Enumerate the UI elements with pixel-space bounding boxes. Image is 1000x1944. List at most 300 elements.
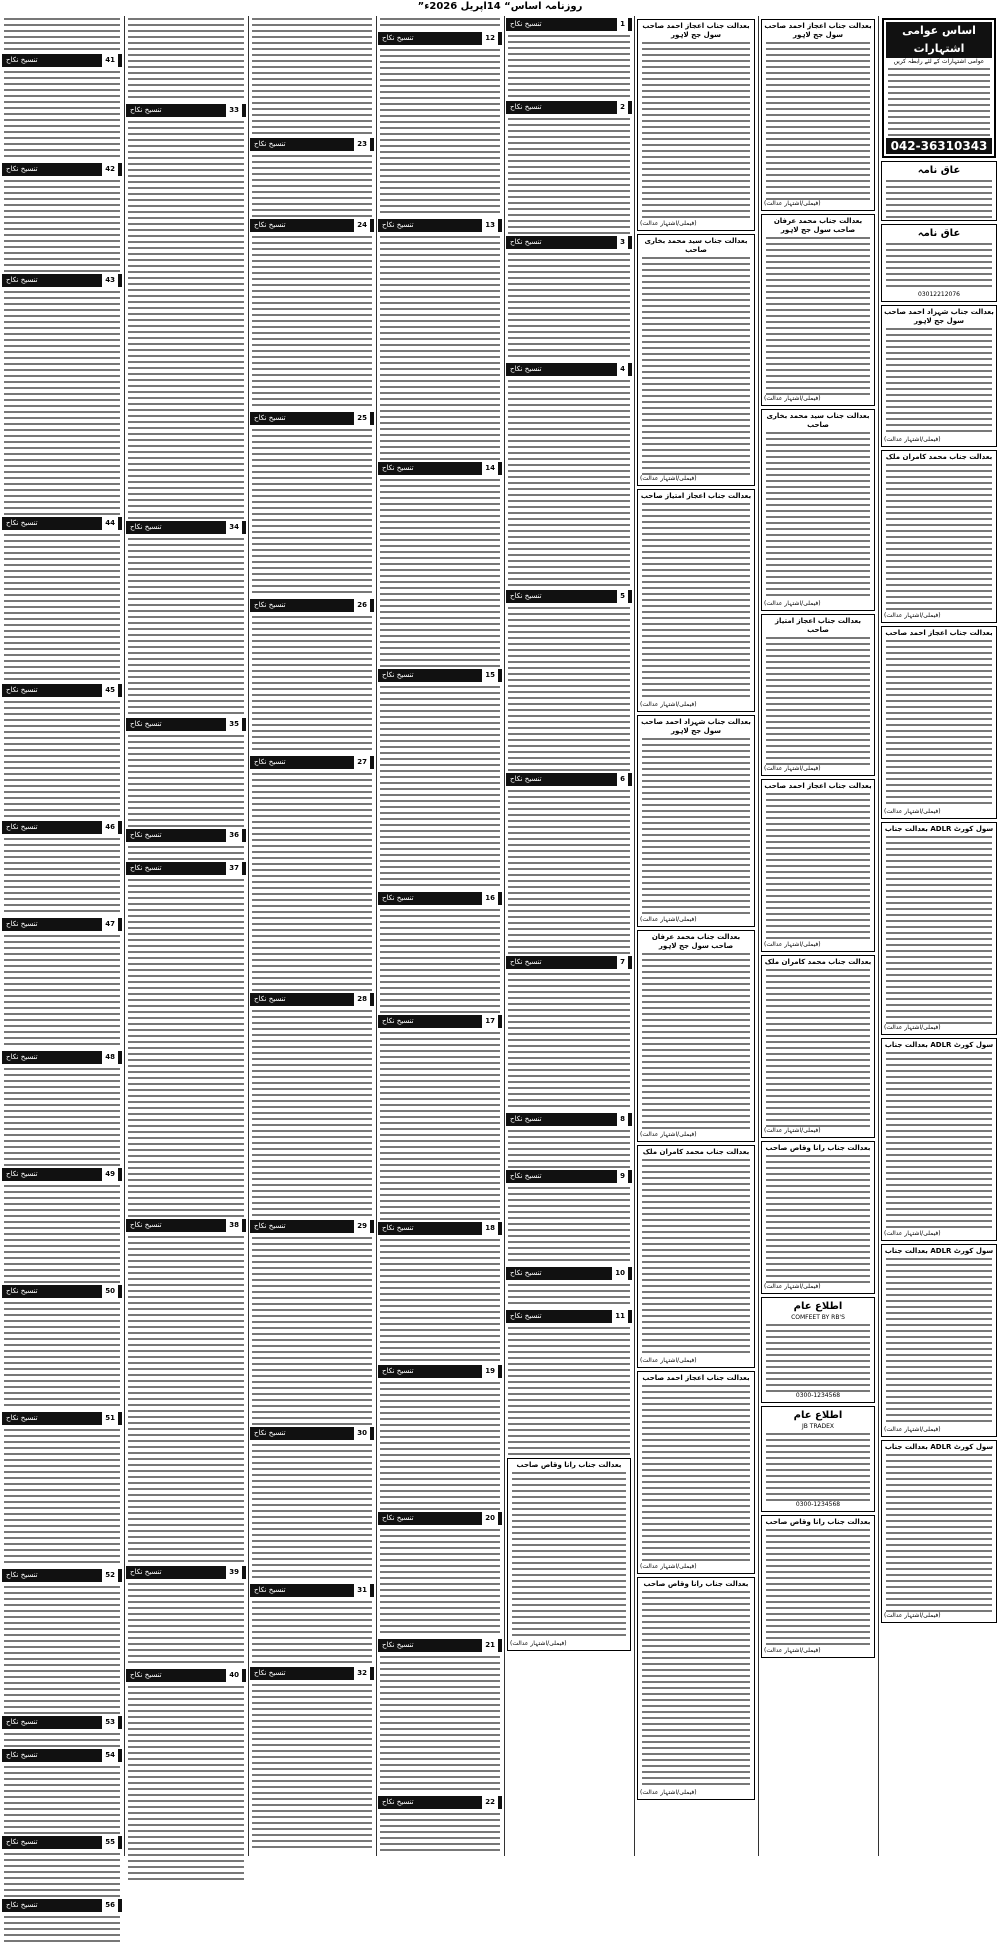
section-label: تنسیخ نکاح bbox=[382, 1641, 414, 1649]
ad-number: 50 bbox=[102, 1285, 118, 1298]
body-text-block bbox=[642, 501, 750, 701]
section-label: تنسیخ نکاح bbox=[6, 1751, 38, 1759]
ad-number-header bbox=[250, 1220, 374, 1233]
ad-number-header bbox=[2, 1412, 122, 1425]
notice-footer: (فیملی/اشتہار عدالت) bbox=[884, 436, 941, 443]
ad-number: 18 bbox=[482, 1222, 498, 1235]
court-notice bbox=[761, 614, 875, 776]
body-text-block bbox=[252, 1442, 372, 1582]
ad-number: 1 bbox=[617, 18, 628, 31]
ad-number-header bbox=[126, 1566, 246, 1579]
column-divider bbox=[124, 16, 125, 1856]
body-text-block bbox=[508, 1185, 630, 1265]
column-ads-5 bbox=[2, 16, 122, 1909]
ad-number: 32 bbox=[354, 1667, 370, 1680]
ad-number-header bbox=[2, 1749, 122, 1762]
aaq-title: عاق نامہ bbox=[917, 165, 961, 176]
court-title: بعدالت جناب اعجاز امتیاز صاحب bbox=[640, 492, 752, 500]
notice-footer: (فیملی/اشتہار عدالت) bbox=[764, 941, 821, 948]
ad-number: 41 bbox=[102, 54, 118, 67]
ad-number-header bbox=[250, 599, 374, 612]
section-label: تنسیخ نکاح bbox=[6, 1571, 38, 1579]
brand-logo: اساس عوامی اشتہارات bbox=[886, 22, 992, 58]
body-text-block bbox=[252, 427, 372, 597]
notice-footer: (فیملی/اشتہار عدالت) bbox=[640, 701, 697, 708]
body-text-block bbox=[766, 1431, 870, 1501]
ad-number-header bbox=[506, 1267, 632, 1280]
ad-number: 20 bbox=[482, 1512, 498, 1525]
section-label: تنسیخ نکاح bbox=[6, 1718, 38, 1726]
ad-number: 19 bbox=[482, 1365, 498, 1378]
ad-number-header bbox=[2, 1836, 122, 1849]
ad-number: 33 bbox=[226, 104, 242, 117]
section-label: تنسیخ نکاح bbox=[510, 775, 542, 783]
court-notice bbox=[761, 779, 875, 952]
body-text-block bbox=[766, 1153, 870, 1283]
court-title: بعدالت جناب رانا وقاص صاحب bbox=[516, 1461, 622, 1469]
ad-number: 21 bbox=[482, 1639, 498, 1652]
column-divider bbox=[634, 16, 635, 1856]
ad-number-header bbox=[2, 918, 122, 931]
body-text-block bbox=[380, 234, 500, 460]
body-text-block bbox=[380, 1030, 500, 1220]
section-label: تنسیخ نکاح bbox=[382, 464, 414, 472]
section-label: تنسیخ نکاح bbox=[6, 1287, 38, 1295]
column-ads-3 bbox=[250, 16, 374, 1856]
court-title: بعدالت جناب محمد کامران ملک bbox=[885, 453, 993, 461]
body-text-block bbox=[508, 1128, 630, 1168]
ad-number-header bbox=[378, 32, 502, 45]
ad-number: 34 bbox=[226, 521, 242, 534]
body-text-block bbox=[508, 971, 630, 1111]
body-text-block bbox=[642, 736, 750, 916]
section-label: تنسیخ نکاح bbox=[510, 238, 542, 246]
court-notice bbox=[761, 409, 875, 611]
section-label: تنسیخ نکاح bbox=[382, 1017, 414, 1025]
ad-number: 28 bbox=[354, 993, 370, 1006]
column-divider bbox=[376, 16, 377, 1856]
notice-footer: (فیملی/اشتہار عدالت) bbox=[764, 600, 821, 607]
body-text-block bbox=[380, 1237, 500, 1363]
court-notice bbox=[637, 234, 755, 486]
ad-number: 12 bbox=[482, 32, 498, 45]
ad-number-header bbox=[378, 1639, 502, 1652]
body-text-block bbox=[642, 40, 750, 220]
section-label: تنسیخ نکاح bbox=[130, 864, 162, 872]
body-text-block bbox=[4, 836, 120, 916]
ad-number-header bbox=[250, 1667, 374, 1680]
body-text-block bbox=[252, 771, 372, 991]
body-text-block bbox=[4, 532, 120, 682]
ad-number-header bbox=[126, 521, 246, 534]
body-text-block bbox=[886, 1050, 992, 1230]
brand-tagline: عوامی اشتہارات کے لئے رابطہ کریں bbox=[893, 58, 985, 65]
section-label: تنسیخ نکاح bbox=[510, 1115, 542, 1123]
ad-number-header bbox=[2, 54, 122, 67]
section-label: تنسیخ نکاح bbox=[6, 519, 38, 527]
section-label: تنسیخ نکاح bbox=[6, 56, 38, 64]
section-label: تنسیخ نکاح bbox=[130, 1568, 162, 1576]
section-label: تنسیخ نکاح bbox=[130, 1221, 162, 1229]
notice-footer: (فیملی/اشتہار عدالت) bbox=[884, 612, 941, 619]
ad-number-header bbox=[378, 462, 502, 475]
body-text-block bbox=[4, 1300, 120, 1410]
ad-number-header bbox=[506, 956, 632, 969]
aaq-title-2: عاق نامہ bbox=[917, 228, 961, 239]
body-text-block bbox=[4, 1584, 120, 1714]
section-label: تنسیخ نکاح bbox=[382, 221, 414, 229]
ad-number: 4 bbox=[617, 363, 628, 376]
court-notice bbox=[637, 930, 755, 1142]
section-label: تنسیخ نکاح bbox=[6, 1170, 38, 1178]
section-label: تنسیخ نکاح bbox=[510, 20, 542, 28]
notice-footer: (فیملی/اشتہار عدالت) bbox=[510, 1640, 567, 1647]
ad-number: 26 bbox=[354, 599, 370, 612]
ad-number-header bbox=[2, 517, 122, 530]
court-notice bbox=[881, 1038, 997, 1241]
court-notice bbox=[637, 489, 755, 712]
ad-number: 8 bbox=[617, 1113, 628, 1126]
body-text-block bbox=[508, 788, 630, 954]
body-text-block bbox=[380, 477, 500, 667]
ad-number: 56 bbox=[102, 1899, 118, 1912]
section-label: تنسیخ نکاح bbox=[382, 1367, 414, 1375]
section-label: تنسیخ نکاح bbox=[254, 221, 286, 229]
body-text-block bbox=[766, 635, 870, 765]
brand-box bbox=[882, 18, 996, 158]
section-label: تنسیخ نکاح bbox=[382, 1224, 414, 1232]
ad-number: 7 bbox=[617, 956, 628, 969]
body-text-block bbox=[512, 1470, 626, 1640]
ad-number: 14 bbox=[482, 462, 498, 475]
ad-number: 3 bbox=[617, 236, 628, 249]
court-notice bbox=[881, 822, 997, 1035]
ad-number-header bbox=[378, 219, 502, 232]
court-title: بعدالت جناب سید محمد بخاری صاحب bbox=[766, 412, 870, 429]
ad-number-header bbox=[126, 1669, 246, 1682]
court-notice bbox=[881, 305, 997, 447]
notice-footer: (فیملی/اشتہار عدالت) bbox=[884, 1612, 941, 1619]
section-label: تنسیخ نکاح bbox=[6, 686, 38, 694]
ad-number: 9 bbox=[617, 1170, 628, 1183]
body-text-block bbox=[4, 1764, 120, 1834]
ad-number: 48 bbox=[102, 1051, 118, 1064]
section-label: تنسیخ نکاح bbox=[6, 823, 38, 831]
ad-number: 22 bbox=[482, 1796, 498, 1809]
section-label: تنسیخ نکاح bbox=[254, 1222, 286, 1230]
ad-number-header bbox=[378, 892, 502, 905]
body-text-block bbox=[380, 47, 500, 217]
ad-number: 51 bbox=[102, 1412, 118, 1425]
section-label: تنسیخ نکاح bbox=[510, 1269, 542, 1277]
body-text-block bbox=[642, 951, 750, 1131]
column-divider bbox=[248, 16, 249, 1856]
ad-number: 10 bbox=[612, 1267, 628, 1280]
ad-number-header bbox=[2, 1716, 122, 1729]
body-text-block bbox=[508, 1325, 630, 1455]
court-notice bbox=[761, 214, 875, 406]
notice-footer: (فیملی/اشتہار عدالت) bbox=[640, 1357, 697, 1364]
body-text-block bbox=[128, 844, 244, 860]
notice-footer: (فیملی/اشتہار عدالت) bbox=[884, 1426, 941, 1433]
section-label: تنسیخ نکاح bbox=[130, 831, 162, 839]
notice-footer: (فیملی/اشتہار عدالت) bbox=[884, 1024, 941, 1031]
ad-number: 53 bbox=[102, 1716, 118, 1729]
ad-number: 2 bbox=[617, 101, 628, 114]
body-text-block bbox=[4, 1731, 120, 1747]
ad-number-header bbox=[506, 590, 632, 603]
notice-footer: (فیملی/اشتہار عدالت) bbox=[764, 200, 821, 207]
etla-notice: اطلاع عام COMFEET BY RB'S 0300-1234568 bbox=[761, 1297, 875, 1403]
notice-footer: (فیملی/اشتہار عدالت) bbox=[764, 1647, 821, 1654]
ad-number: 39 bbox=[226, 1566, 242, 1579]
ad-number-header bbox=[250, 1584, 374, 1597]
notice-footer: (فیملی/اشتہار عدالت) bbox=[640, 1131, 697, 1138]
court-notice bbox=[761, 19, 875, 211]
ad-number-header bbox=[378, 1015, 502, 1028]
section-label: تنسیخ نکاح bbox=[6, 1414, 38, 1422]
column-divider bbox=[758, 16, 759, 1856]
ad-number-header bbox=[250, 993, 374, 1006]
ad-number: 6 bbox=[617, 773, 628, 786]
court-notice bbox=[881, 450, 997, 623]
body-text-block bbox=[128, 733, 244, 827]
section-label: تنسیخ نکاح bbox=[6, 920, 38, 928]
body-text-block bbox=[380, 684, 500, 890]
ad-number-header bbox=[506, 1170, 632, 1183]
notice-footer: (فیملی/اشتہار عدالت) bbox=[884, 808, 941, 815]
notice-footer: (فیملی/اشتہار عدالت) bbox=[640, 1789, 697, 1796]
ad-number: 45 bbox=[102, 684, 118, 697]
notice-footer: (فیملی/اشتہار عدالت) bbox=[640, 475, 697, 482]
court-notice bbox=[637, 715, 755, 927]
body-text-block bbox=[766, 1527, 870, 1647]
body-text-block bbox=[766, 235, 870, 395]
column-ads-2 bbox=[378, 16, 502, 1856]
body-text-block bbox=[128, 1684, 244, 1884]
court-title: بعدالت جناب سید محمد بخاری صاحب bbox=[644, 237, 748, 254]
body-text-block bbox=[508, 251, 630, 361]
section-label: تنسیخ نکاح bbox=[382, 34, 414, 42]
section-label: تنسیخ نکاح bbox=[510, 592, 542, 600]
ad-number-header bbox=[2, 1051, 122, 1064]
court-title: بعدالت جناب اعجاز احمد صاحب سول جج لاہور bbox=[764, 22, 872, 39]
court-title: بعدالت جناب اعجاز احمد صاحب bbox=[885, 629, 993, 637]
ad-number-header bbox=[250, 756, 374, 769]
ad-number: 44 bbox=[102, 517, 118, 530]
court-title: بعدالت جناب محمد کامران ملک bbox=[642, 1148, 750, 1156]
column-courts-b bbox=[636, 16, 756, 1856]
ad-number: 31 bbox=[354, 1584, 370, 1597]
court-title: بعدالت جناب محمد عرفان صاحب سول جج لاہور bbox=[773, 217, 863, 234]
court-title: بعدالت جناب ADLR سول کورٹ bbox=[884, 1041, 994, 1049]
aaq-phone: 03012212076 bbox=[918, 291, 960, 298]
ad-number-header bbox=[2, 274, 122, 287]
body-text-block bbox=[4, 1427, 120, 1567]
body-text-block bbox=[380, 907, 500, 1013]
ad-number-header bbox=[126, 829, 246, 842]
court-title: بعدالت جناب رانا وقاص صاحب bbox=[765, 1144, 871, 1152]
ad-number-header bbox=[506, 1113, 632, 1126]
ad-number: 42 bbox=[102, 163, 118, 176]
section-label: تنسیخ نکاح bbox=[6, 276, 38, 284]
ad-number-header bbox=[378, 669, 502, 682]
section-label: تنسیخ نکاح bbox=[6, 1838, 38, 1846]
court-title: بعدالت جناب شہزاد احمد صاحب سول جج لاہور bbox=[884, 308, 994, 325]
body-text-block bbox=[128, 119, 244, 519]
section-label: تنسیخ نکاح bbox=[6, 1901, 38, 1909]
body-text-block bbox=[642, 1157, 750, 1357]
body-text-block bbox=[888, 66, 990, 136]
body-text-block bbox=[766, 791, 870, 941]
ad-number: 47 bbox=[102, 918, 118, 931]
ad-number-header bbox=[506, 1310, 632, 1323]
ad-number: 46 bbox=[102, 821, 118, 834]
body-text-block bbox=[508, 605, 630, 771]
body-text-block bbox=[4, 289, 120, 515]
body-text-block bbox=[252, 614, 372, 754]
section-label: تنسیخ نکاح bbox=[510, 1172, 542, 1180]
ad-number: 49 bbox=[102, 1168, 118, 1181]
notice-footer: (فیملی/اشتہار عدالت) bbox=[764, 765, 821, 772]
ad-number: 13 bbox=[482, 219, 498, 232]
body-text-block bbox=[4, 933, 120, 1049]
ad-number: 37 bbox=[226, 862, 242, 875]
ad-number-header bbox=[250, 138, 374, 151]
etla-notice: اطلاع عام JB TRADEX 0300-1234568 bbox=[761, 1406, 875, 1512]
body-text-block bbox=[4, 1183, 120, 1283]
section-label: تنسیخ نکاح bbox=[382, 671, 414, 679]
court-title: بعدالت جناب اعجاز احمد صاحب bbox=[642, 1374, 750, 1382]
body-text-block bbox=[508, 33, 630, 99]
body-text-block bbox=[128, 536, 244, 716]
aaq-notice bbox=[881, 161, 997, 221]
section-label: تنسیخ نکاح bbox=[254, 140, 286, 148]
court-title: بعدالت جناب اعجاز احمد صاحب سول جج لاہور bbox=[642, 22, 750, 39]
notice-footer: (فیملی/اشتہار عدالت) bbox=[640, 220, 697, 227]
section-label: تنسیخ نکاح bbox=[382, 1514, 414, 1522]
ad-number-header bbox=[506, 18, 632, 31]
section-label: تنسیخ نکاح bbox=[6, 1053, 38, 1061]
ad-number-header bbox=[2, 684, 122, 697]
ad-number: 23 bbox=[354, 138, 370, 151]
section-label: تنسیخ نکاح bbox=[510, 365, 542, 373]
court-notice bbox=[761, 955, 875, 1138]
column-ads-1 bbox=[506, 16, 632, 1856]
section-label: تنسیخ نکاح bbox=[382, 894, 414, 902]
ad-number-header bbox=[2, 1899, 122, 1912]
notice-footer: (فیملی/اشتہار عدالت) bbox=[764, 395, 821, 402]
body-text-block bbox=[886, 326, 992, 436]
body-text-block bbox=[128, 877, 244, 1217]
section-label: تنسیخ نکاح bbox=[130, 106, 162, 114]
ad-number: 29 bbox=[354, 1220, 370, 1233]
ad-number: 27 bbox=[354, 756, 370, 769]
court-notice bbox=[761, 1141, 875, 1294]
ad-number: 36 bbox=[226, 829, 242, 842]
body-text-block bbox=[766, 967, 870, 1127]
court-notice bbox=[637, 19, 755, 231]
notice-footer: (فیملی/اشتہار عدالت) bbox=[764, 1127, 821, 1134]
body-text-block bbox=[642, 1383, 750, 1563]
ad-number: 55 bbox=[102, 1836, 118, 1849]
body-text-block bbox=[380, 1380, 500, 1510]
ad-number: 16 bbox=[482, 892, 498, 905]
ad-number: 38 bbox=[226, 1219, 242, 1232]
ad-number-header bbox=[378, 1222, 502, 1235]
section-label: تنسیخ نکاح bbox=[254, 601, 286, 609]
court-notice bbox=[507, 1458, 631, 1651]
section-label: تنسیخ نکاح bbox=[254, 1586, 286, 1594]
ad-number-header bbox=[2, 821, 122, 834]
body-text-block bbox=[252, 1008, 372, 1218]
ad-number-header bbox=[506, 773, 632, 786]
ad-number: 52 bbox=[102, 1569, 118, 1582]
body-text-block bbox=[252, 153, 372, 217]
court-title: بعدالت جناب رانا وقاص صاحب bbox=[643, 1580, 749, 1588]
court-notice bbox=[637, 1577, 755, 1800]
court-title: بعدالت جناب اعجاز امتیاز صاحب bbox=[775, 617, 861, 634]
court-title: بعدالت جناب محمد کامران ملک bbox=[764, 958, 872, 966]
column-divider bbox=[504, 16, 505, 1856]
body-text-block bbox=[642, 255, 750, 475]
notice-footer: (فیملی/اشتہار عدالت) bbox=[764, 1283, 821, 1290]
body-text-block bbox=[4, 699, 120, 819]
section-label: تنسیخ نکاح bbox=[254, 1429, 286, 1437]
body-text-block bbox=[886, 241, 992, 291]
ad-number-header bbox=[250, 219, 374, 232]
court-title: بعدالت جناب ADLR سول کورٹ bbox=[884, 825, 994, 833]
body-text-block bbox=[380, 1527, 500, 1637]
ad-number-header bbox=[506, 236, 632, 249]
notice-footer: (فیملی/اشتہار عدالت) bbox=[884, 1230, 941, 1237]
ad-number-header bbox=[2, 1569, 122, 1582]
court-title: بعدالت جناب ADLR سول کورٹ bbox=[884, 1247, 994, 1255]
body-text-block bbox=[4, 178, 120, 272]
body-text-block bbox=[766, 1322, 870, 1392]
section-label: تنسیخ نکاح bbox=[254, 1669, 286, 1677]
ad-number: 11 bbox=[612, 1310, 628, 1323]
ad-number: 54 bbox=[102, 1749, 118, 1762]
ad-number: 30 bbox=[354, 1427, 370, 1440]
body-text-block bbox=[766, 430, 870, 600]
ad-number: 35 bbox=[226, 718, 242, 731]
section-label: تنسیخ نکاح bbox=[130, 1671, 162, 1679]
section-label: تنسیخ نکاح bbox=[254, 414, 286, 422]
court-notice bbox=[881, 626, 997, 819]
ad-number-header bbox=[126, 104, 246, 117]
ad-number: 5 bbox=[617, 590, 628, 603]
body-text-block bbox=[766, 40, 870, 200]
body-text-block bbox=[380, 1654, 500, 1794]
body-text-block bbox=[252, 1599, 372, 1665]
body-text-block bbox=[886, 462, 992, 612]
ad-number: 24 bbox=[354, 219, 370, 232]
section-label: تنسیخ نکاح bbox=[130, 523, 162, 531]
court-notice bbox=[637, 1371, 755, 1574]
body-text-block bbox=[252, 1682, 372, 1852]
ad-number-header bbox=[250, 412, 374, 425]
body-text-block bbox=[128, 1581, 244, 1667]
body-text-block bbox=[4, 1851, 120, 1897]
section-label: تنسیخ نکاح bbox=[254, 995, 286, 1003]
body-text-block bbox=[886, 178, 992, 218]
section-label: تنسیخ نکاح bbox=[382, 1798, 414, 1806]
ad-number-header bbox=[2, 163, 122, 176]
section-label: تنسیخ نکاح bbox=[510, 103, 542, 111]
court-notice bbox=[761, 1515, 875, 1658]
body-text-block bbox=[4, 16, 120, 52]
